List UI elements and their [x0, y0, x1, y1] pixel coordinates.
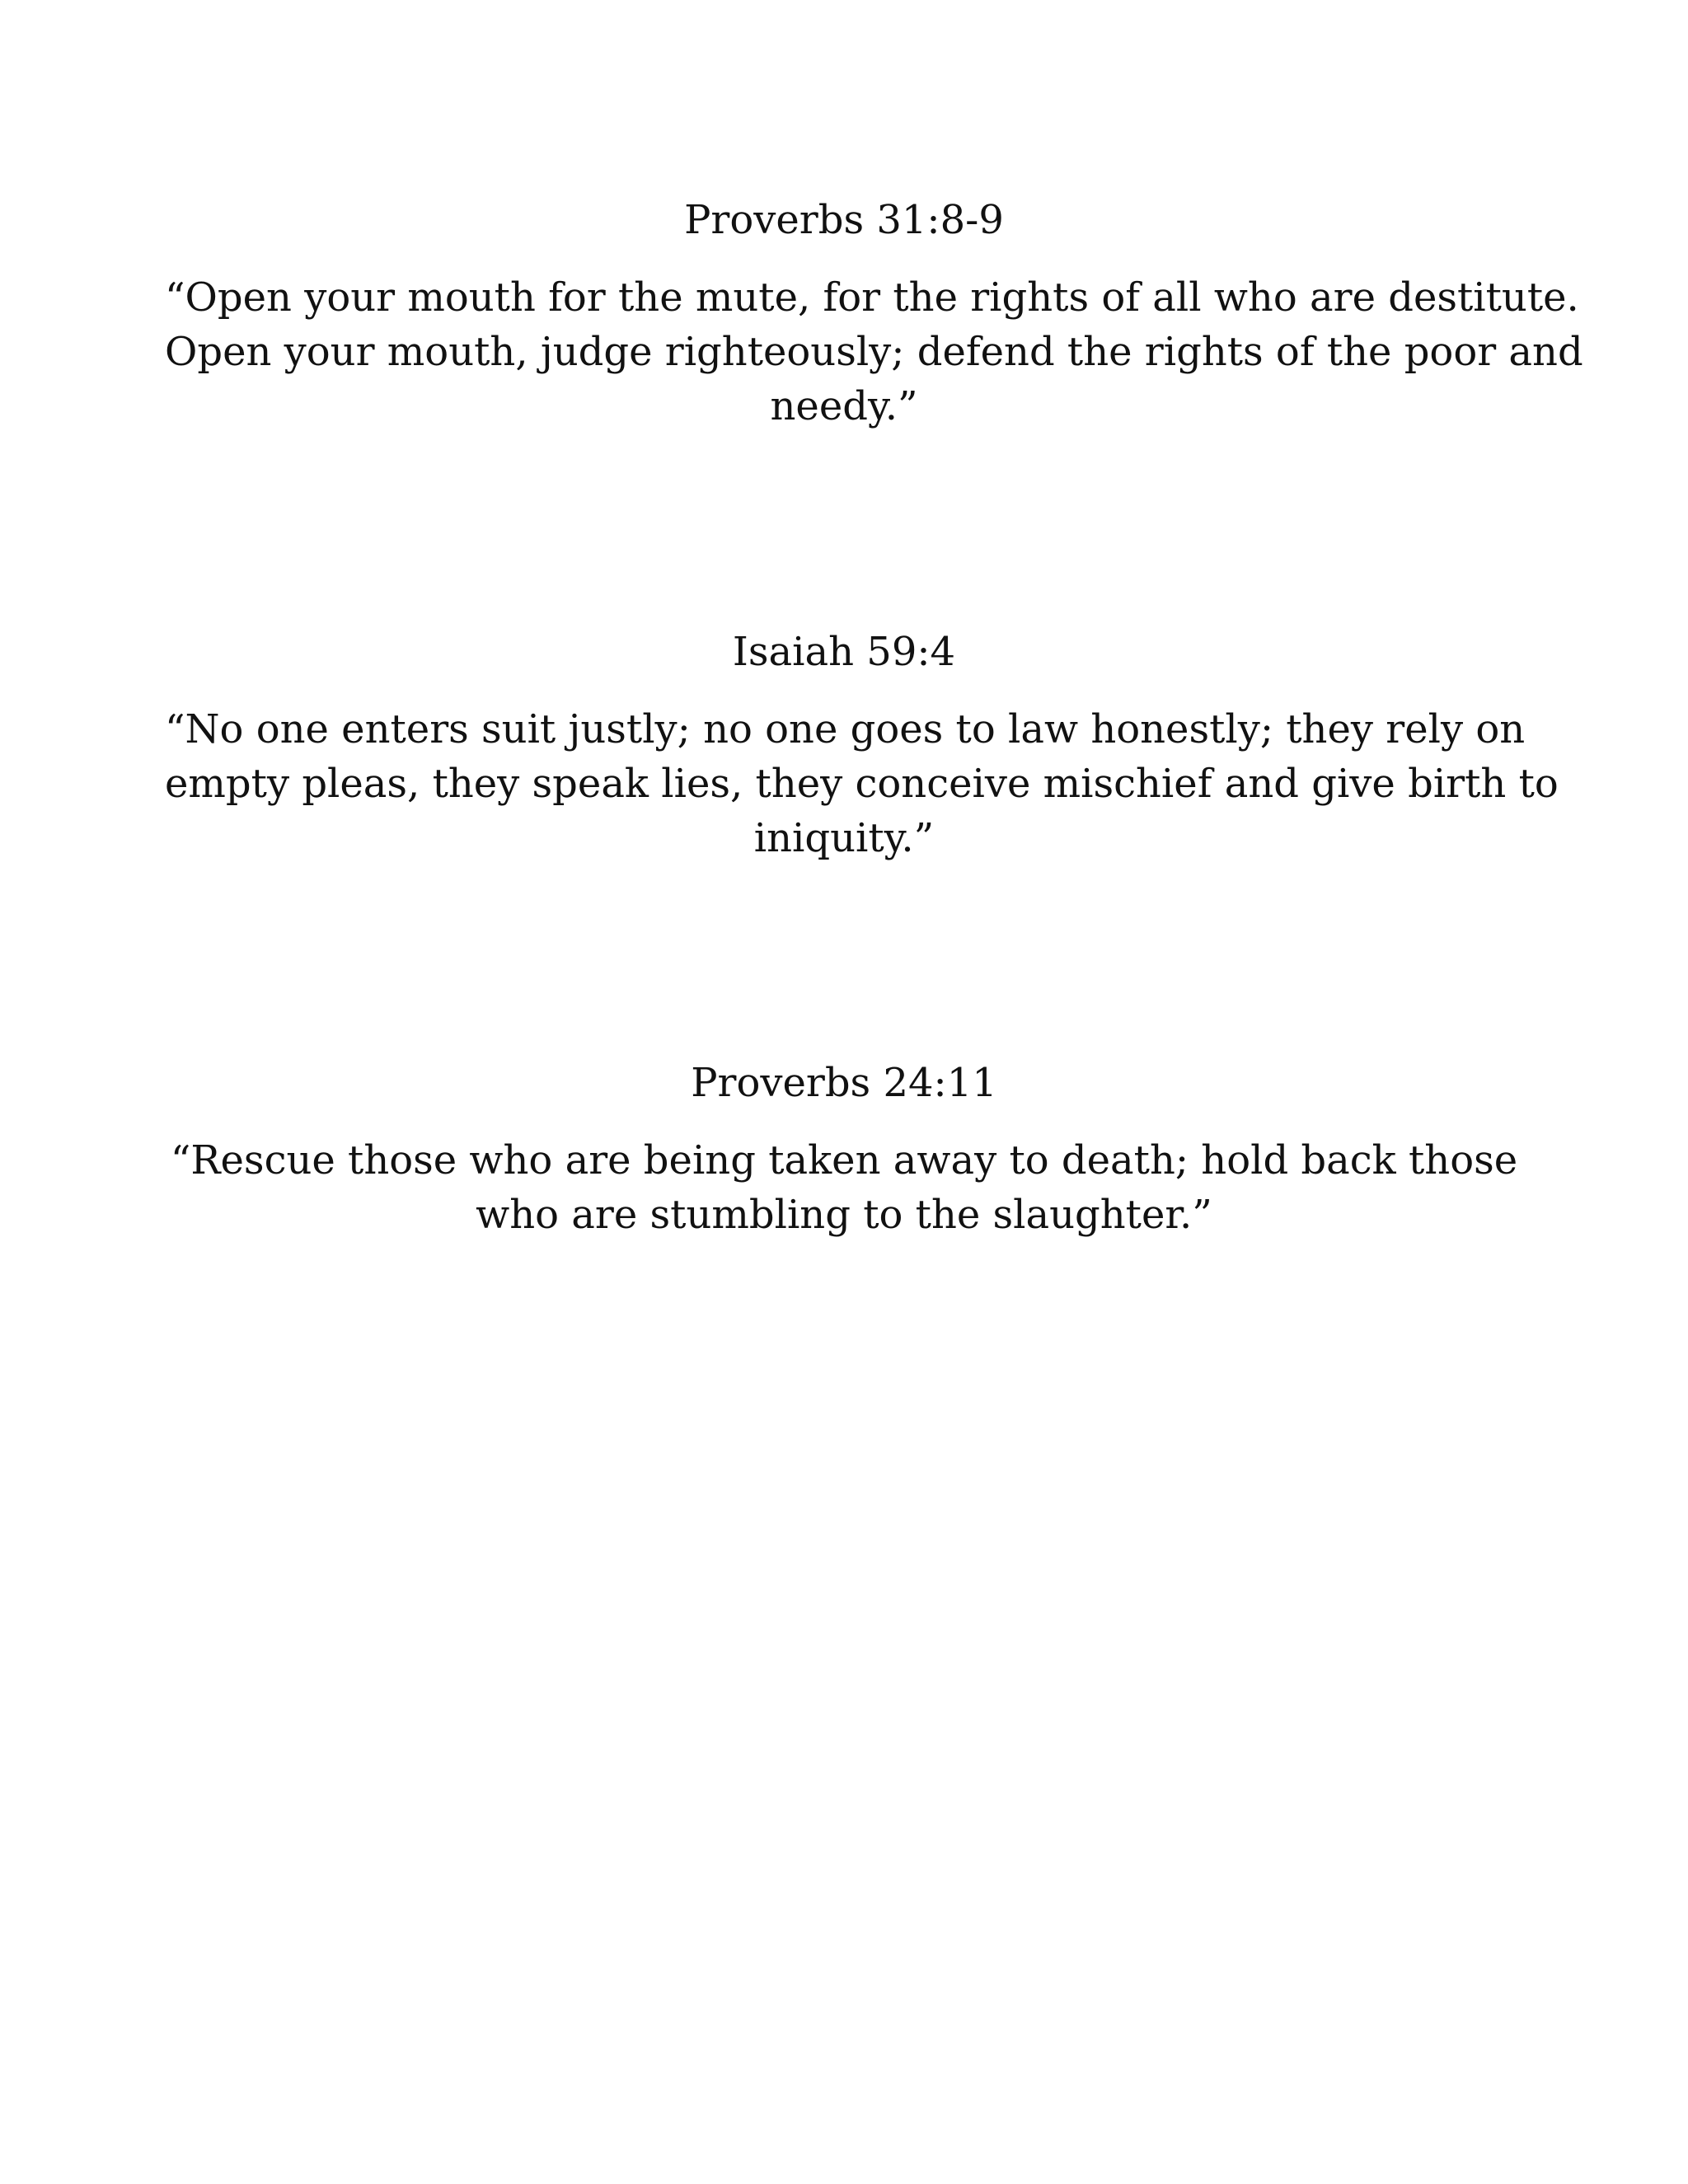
- quote-line: empty pleas, they speak lies, they conceive mischief and give birth to: [165, 761, 1559, 807]
- scripture-quote: [165, 1133, 1523, 1242]
- quote-line: who are stumbling to the slaughter.”: [476, 1192, 1212, 1238]
- quote-line: needy.”: [770, 383, 918, 429]
- quote-line: “Open your mouth for the mute, for the rights of all who are destitute.: [165, 274, 1579, 321]
- scripture-quote: [165, 270, 1583, 434]
- scripture-reference: Isaiah 59:4: [732, 629, 956, 675]
- scripture-quote: [165, 702, 1559, 865]
- quote-line: “Rescue those who are being taken away to death; hold back those: [170, 1137, 1518, 1183]
- scripture-reference: Proverbs 24:11: [691, 1060, 997, 1106]
- quote-line: Open your mouth, judge righteously; defend the rights of the poor and: [165, 329, 1583, 375]
- scripture-reference: Proverbs 31:8-9: [684, 197, 1004, 243]
- scripture-passage: [165, 625, 1559, 865]
- quote-line: “No one enters suit justly; no one goes to law honestly; they rely on: [165, 706, 1526, 752]
- scripture-passage: [165, 1056, 1523, 1242]
- scripture-passage: [165, 193, 1583, 434]
- quote-line: iniquity.”: [753, 815, 935, 861]
